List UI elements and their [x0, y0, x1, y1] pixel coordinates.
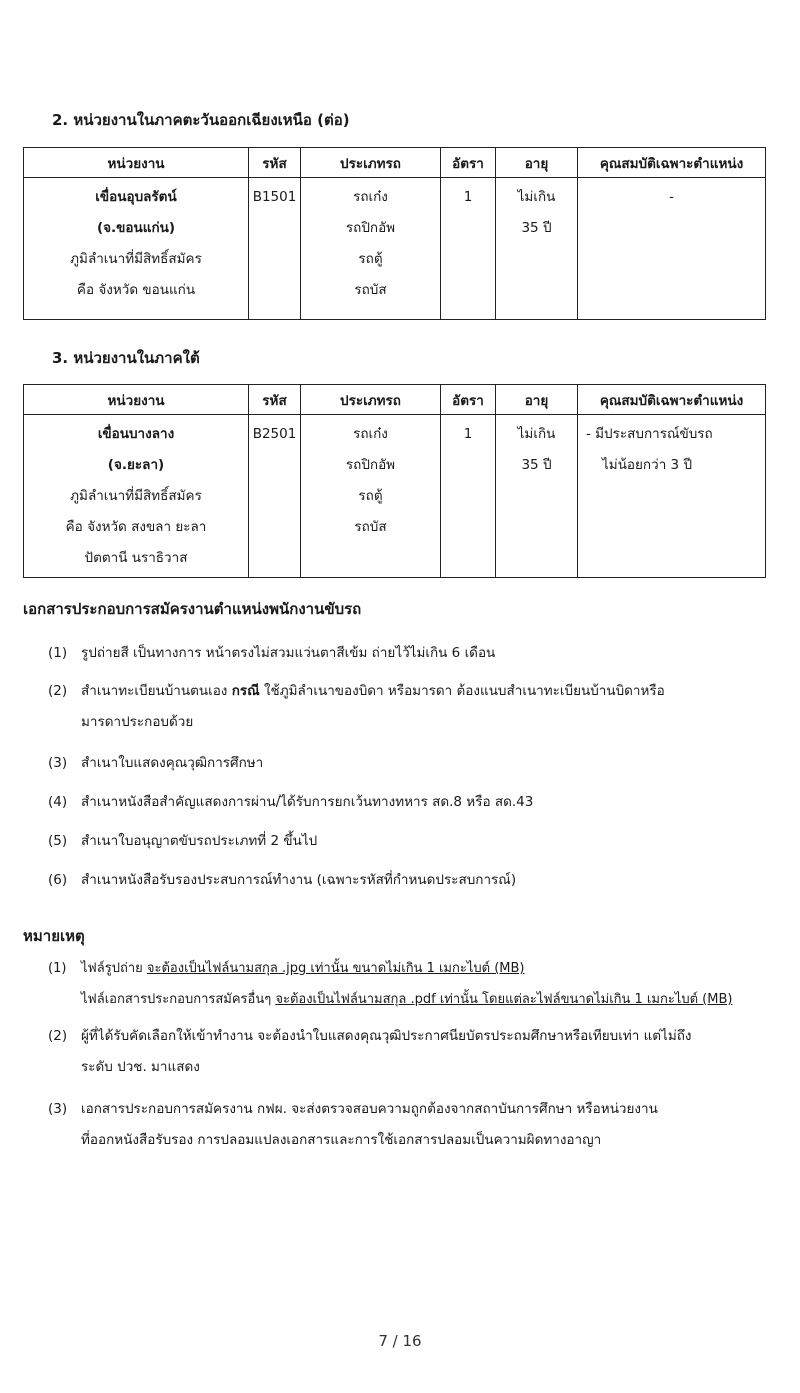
age-cell: [496, 178, 578, 320]
documents-heading: เอกสารประกอบการสมัครงานตำแหน่งพนักงานขับรถ: [23, 600, 362, 618]
notes-heading: หมายเหตุ: [23, 927, 85, 945]
item-text: เอกสารประกอบการสมัครงาน กฟผ. จะส่งตรวจสอบความถูกต้องจากสถาบันการศึกษา หรือหน่วยงาน: [81, 1101, 658, 1117]
unit-province: (จ.ขอนแก่น): [96, 220, 176, 236]
qualification-line: - มีประสบการณ์ขับรถ: [586, 426, 713, 442]
header-qualification: คุณสมบัติเฉพาะตำแหน่ง: [578, 385, 766, 415]
qualification-value: -: [669, 189, 674, 205]
document-item: [48, 865, 782, 896]
age-line: 35 ปี: [521, 457, 552, 473]
unit-name: เขื่อนบางลาง: [97, 426, 175, 442]
header-rate: อัตรา: [441, 385, 496, 415]
code-value: B2501: [252, 426, 297, 442]
unit-province: (จ.ยะลา): [107, 457, 165, 473]
table-header-row: [24, 148, 766, 178]
vehicle-type: รถปิกอัพ: [345, 457, 396, 473]
item-text-emphasis: กรณี: [231, 683, 260, 699]
document-item: [48, 787, 782, 818]
item-number: (2): [48, 683, 68, 699]
item-text: [81, 676, 782, 707]
age-line: ไม่เกิน: [517, 189, 556, 205]
vehicle-type: รถบัส: [354, 282, 387, 298]
section-3-table: [23, 384, 766, 578]
item-text: สำเนาใบแสดงคุณวุฒิการศึกษา: [81, 755, 264, 771]
item-number: (5): [48, 833, 68, 849]
item-text: สำเนาใบอนุญาตขับรถประเภทที่ 2 ขึ้นไป: [81, 833, 318, 849]
code-cell: [249, 178, 301, 320]
item-text: สำเนาหนังสือสำคัญแสดงการผ่าน/ได้รับการยกเว้นทางทหาร สด.8 หรือ สด.43: [81, 794, 534, 810]
rate-value: 1: [463, 426, 473, 442]
code-value: B1501: [252, 189, 297, 205]
unit-name: เขื่อนอุบลรัตน์: [95, 189, 177, 205]
header-qualification: คุณสมบัติเฉพาะตำแหน่ง: [578, 148, 766, 178]
document-item: [48, 638, 782, 669]
header-unit: หน่วยงาน: [24, 385, 249, 415]
qualification-line: ไม่น้อยกว่า 3 ปี: [602, 457, 693, 473]
vehicle-type-cell: [301, 178, 441, 320]
vehicle-type: รถตู้: [358, 251, 383, 267]
header-vehicle-type: ประเภทรถ: [301, 148, 441, 178]
vehicle-type: รถเก๋ง: [353, 426, 388, 442]
unit-domicile-line: ภูมิลำเนาที่มีสิทธิ์สมัคร: [70, 251, 202, 267]
age-line: ไม่เกิน: [517, 426, 556, 442]
section-2-title: 2. หน่วยงานในภาคตะวันออกเฉียงเหนือ (ต่อ): [52, 111, 350, 129]
table-row: [24, 415, 766, 578]
document-item: [48, 826, 782, 857]
qualification-cell: [578, 415, 766, 578]
age-line: 35 ปี: [521, 220, 552, 236]
section-3-title: 3. หน่วยงานในภาคใต้: [52, 349, 200, 367]
code-cell: [249, 415, 301, 578]
note-item: [48, 1021, 782, 1083]
unit-domicile-line: คือ จังหวัด สงขลา ยะลา: [65, 519, 207, 535]
item-number: (4): [48, 794, 68, 810]
header-age: อายุ: [496, 148, 578, 178]
header-rate: อัตรา: [441, 148, 496, 178]
item-text: ผู้ที่ได้รับคัดเลือกให้เข้าทำงาน จะต้องนำใบแสดงคุณวุฒิประกาศนียบัตรประถมศึกษาหรือเทียบเท่า แต่ไม่ถึง: [81, 1028, 692, 1044]
note-item: [48, 1094, 782, 1156]
item-text-continued: ที่ออกหนังสือรับรอง การปลอมแปลงเอกสารและการใช้เอกสารปลอมเป็นความผิดทางอาญา: [81, 1132, 602, 1148]
rate-value: 1: [463, 189, 473, 205]
header-vehicle-type: ประเภทรถ: [301, 385, 441, 415]
item-number: (3): [48, 1101, 68, 1117]
vehicle-type-cell: [301, 415, 441, 578]
item-text-part: ไฟล์รูปถ่าย: [81, 961, 147, 976]
item-text-underlined: จะต้องเป็นไฟล์นามสกุล .pdf เท่านั้น โดยแต่ละไฟล์ขนาดไม่เกิน 1 เมกะไบต์ (MB): [275, 992, 733, 1007]
note-item: [48, 953, 782, 1015]
item-text-continued: มารดาประกอบด้วย: [81, 714, 194, 730]
unit-domicile-line: คือ จังหวัด ขอนแก่น: [76, 282, 196, 298]
table-header-row: [24, 385, 766, 415]
item-number: (1): [48, 645, 68, 661]
item-number: (3): [48, 755, 68, 771]
age-cell: [496, 415, 578, 578]
header-age: อายุ: [496, 385, 578, 415]
header-code: รหัส: [249, 148, 301, 178]
header-code: รหัส: [249, 385, 301, 415]
item-text-part: ไฟล์เอกสารประกอบการสมัครอื่นๆ: [81, 992, 276, 1007]
table-row: [24, 178, 766, 320]
unit-domicile-line: ปัตตานี นราธิวาส: [84, 550, 188, 566]
item-text-continued: ระดับ ปวช. มาแสดง: [81, 1059, 200, 1075]
rate-cell: [441, 178, 496, 320]
document-item: [48, 748, 782, 779]
item-text-continued: [81, 984, 782, 1015]
item-number: (1): [48, 961, 67, 976]
item-text: [81, 953, 782, 984]
vehicle-type: รถบัส: [354, 519, 387, 535]
item-number: (2): [48, 1028, 68, 1044]
item-text-underlined: จะต้องเป็นไฟล์นามสกุล .jpg เท่านั้น ขนาดไม่เกิน 1 เมกะไบต์ (MB): [146, 961, 525, 976]
vehicle-type: รถปิกอัพ: [345, 220, 396, 236]
page-indicator: 7 / 16: [378, 1332, 422, 1350]
item-text: สำเนาหนังสือรับรองประสบการณ์ทำงาน (เฉพาะรหัสที่กำหนดประสบการณ์): [81, 872, 517, 888]
item-number: (6): [48, 872, 68, 888]
item-text-part: สำเนาทะเบียนบ้านตนเอง: [81, 683, 232, 699]
unit-domicile-line: ภูมิลำเนาที่มีสิทธิ์สมัคร: [70, 488, 202, 504]
rate-cell: [441, 415, 496, 578]
vehicle-type: รถตู้: [358, 488, 383, 504]
header-unit: หน่วยงาน: [24, 148, 249, 178]
item-text-part: ใช้ภูมิลำเนาของบิดา หรือมารดา ต้องแนบสำเนาทะเบียนบ้านบิดาหรือ: [259, 683, 665, 699]
document-item: [48, 676, 782, 738]
qualification-cell: [578, 178, 766, 320]
section-2-table: [23, 147, 766, 320]
unit-cell: [24, 415, 249, 578]
item-text: รูปถ่ายสี เป็นทางการ หน้าตรงไม่สวมแว่นตาสีเข้ม ถ่ายไว้ไม่เกิน 6 เดือน: [81, 645, 496, 661]
unit-cell: [24, 178, 249, 320]
vehicle-type: รถเก๋ง: [353, 189, 388, 205]
